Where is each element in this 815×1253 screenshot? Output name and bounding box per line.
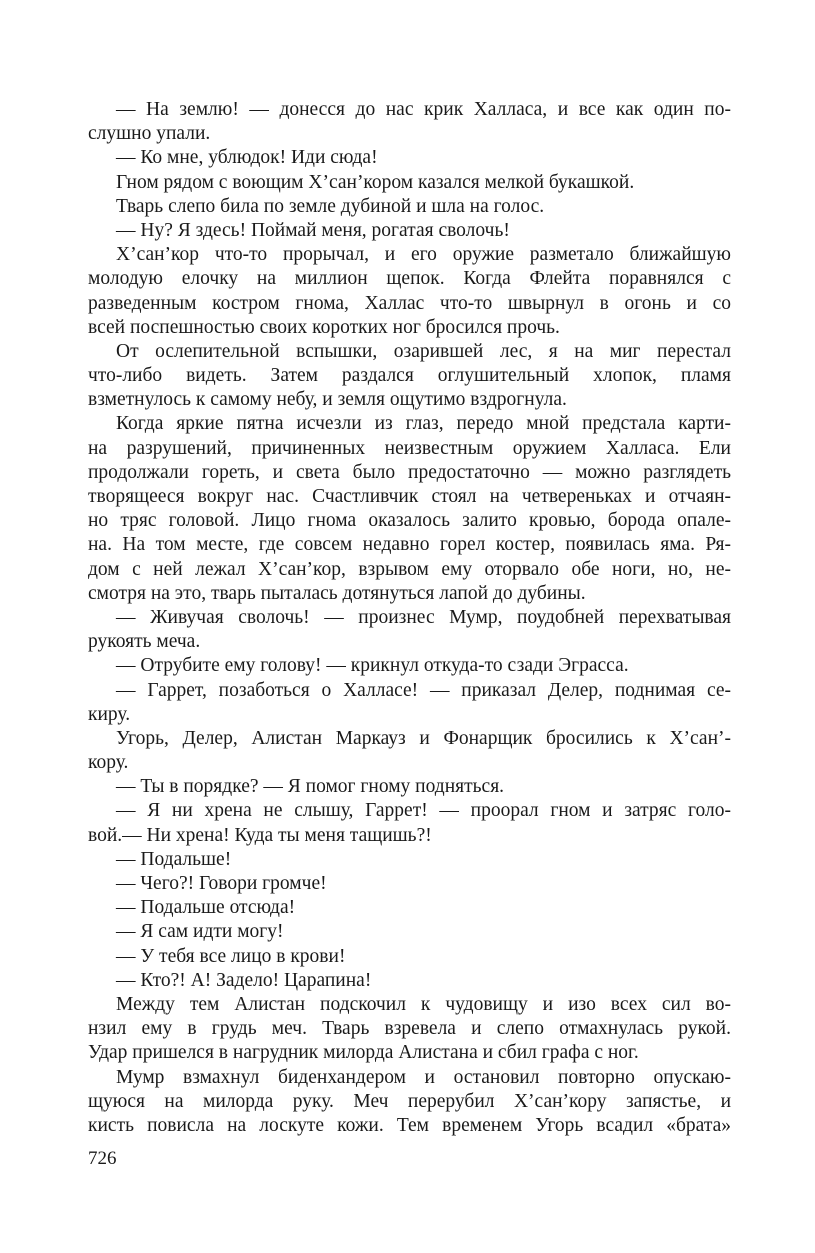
text-line: Х’сан’кор что-то прорычал, и его оружие разметало ближайшую xyxy=(116,244,731,266)
text-line: продолжали гореть, и света было предостаточно — можно разглядеть xyxy=(88,461,731,483)
text-line: смотря на это, тварь пыталась дотянуться лапой до дубины. xyxy=(88,582,586,604)
text-line: кисть повисла на лоскуте кожи. Тем временем Угорь всадил «брата» xyxy=(88,1114,731,1136)
text-line: — На землю! — донесся до нас крик Халласа, и все как один по- xyxy=(116,99,731,120)
text-line: киру. xyxy=(88,703,131,725)
text-line: — Подальше отсюда! xyxy=(116,897,296,919)
text-line: Удар пришелся в нагрудник милорда Алистана и сбил графа с ног. xyxy=(88,1042,639,1064)
text-line: молодую елочку на миллион щепок. Когда Флейта поравнялся с xyxy=(88,268,731,290)
text-line: От ослепительной вспышки, озарившей лес, я на миг перестал xyxy=(116,340,731,362)
text-line: что-либо видеть. Затем раздался оглушительный хлопок, пламя xyxy=(88,365,731,387)
text-line: творящееся вокруг нас. Счастливчик стоял на четвереньках и отчаян- xyxy=(88,486,731,507)
page-text-block xyxy=(88,98,731,1138)
text-line: Между тем Алистан подскочил к чудовищу и изо всех сил во- xyxy=(116,993,731,1015)
text-line: — Я ни хрена не слышу, Гаррет! — проорал гном и затряс голо- xyxy=(116,800,731,822)
text-line: — Ты в порядке? — Я помог гному подняться. xyxy=(116,776,505,798)
text-line: на. На том месте, где совсем недавно горел костер, появилась яма. Ря- xyxy=(88,534,731,556)
text-line: дом с ней лежал Х’сан’кор, взрывом ему оторвало обе ноги, но, не- xyxy=(88,558,731,580)
text-line: — Чего?! Говори громче! xyxy=(116,873,327,894)
text-line: но тряс головой. Лицо гнома оказалось залито кровью, борода опале- xyxy=(88,510,731,532)
text-line: Угорь, Делер, Алистан Маркауз и Фонарщик бросились к Х’сан’- xyxy=(116,727,731,749)
text-line: на разрушений, причиненных неизвестным оружием Халласа. Ели xyxy=(88,437,731,459)
text-line: — Подальше! xyxy=(116,848,232,870)
text-line: — Я сам идти могу! xyxy=(116,921,284,943)
text-line: — Кто?! А! Задело! Царапина! xyxy=(116,969,372,991)
text-line: рукоять меча. xyxy=(88,631,201,653)
text-line: Когда яркие пятна исчезли из глаз, передо мной предстала карти- xyxy=(116,413,731,435)
text-line: всей поспешностью своих коротких ног бросился прочь. xyxy=(88,316,560,338)
text-line: разведенным костром гнома, Халлас что-то швырнул в огонь и со xyxy=(88,292,731,314)
text-line: Мумр взмахнул биденхандером и остановил повторно опускаю- xyxy=(116,1066,731,1088)
text-line: — Ну? Я здесь! Поймай меня, рогатая сволочь! xyxy=(116,219,510,241)
text-line: — Отрубите ему голову! — крикнул откуда-то сзади Эграсса. xyxy=(116,655,629,677)
text-line: Гном рядом с воющим Х’сан’кором казался мелкой букашкой. xyxy=(116,171,635,193)
text-line: взметнулось к самому небу, и земля ощутимо вздрогнула. xyxy=(88,389,567,411)
text-line: — У тебя все лицо в крови! xyxy=(116,945,346,967)
text-line: — Гаррет, позаботься о Халласе! — приказал Делер, поднимая се- xyxy=(116,679,731,701)
text-line: — Ко мне, ублюдок! Иди сюда! xyxy=(116,147,378,169)
text-line: слушно упали. xyxy=(88,123,211,145)
text-line: щуюся на милорда руку. Меч перерубил Х’сан’кору запястье, и xyxy=(88,1090,731,1112)
text-line: кору. xyxy=(88,752,129,774)
text-line: Тварь слепо била по земле дубиной и шла на голос. xyxy=(116,195,545,217)
page-number: 726 xyxy=(88,1148,117,1169)
text-line: вой.— Ни хрена! Куда ты меня тащишь?! xyxy=(88,824,432,846)
text-line: — Живучая сволочь! — произнес Мумр, поудобней перехватывая xyxy=(116,606,731,628)
text-line: нзил ему в грудь меч. Тварь взревела и слепо отмахнулась рукой. xyxy=(88,1018,731,1040)
